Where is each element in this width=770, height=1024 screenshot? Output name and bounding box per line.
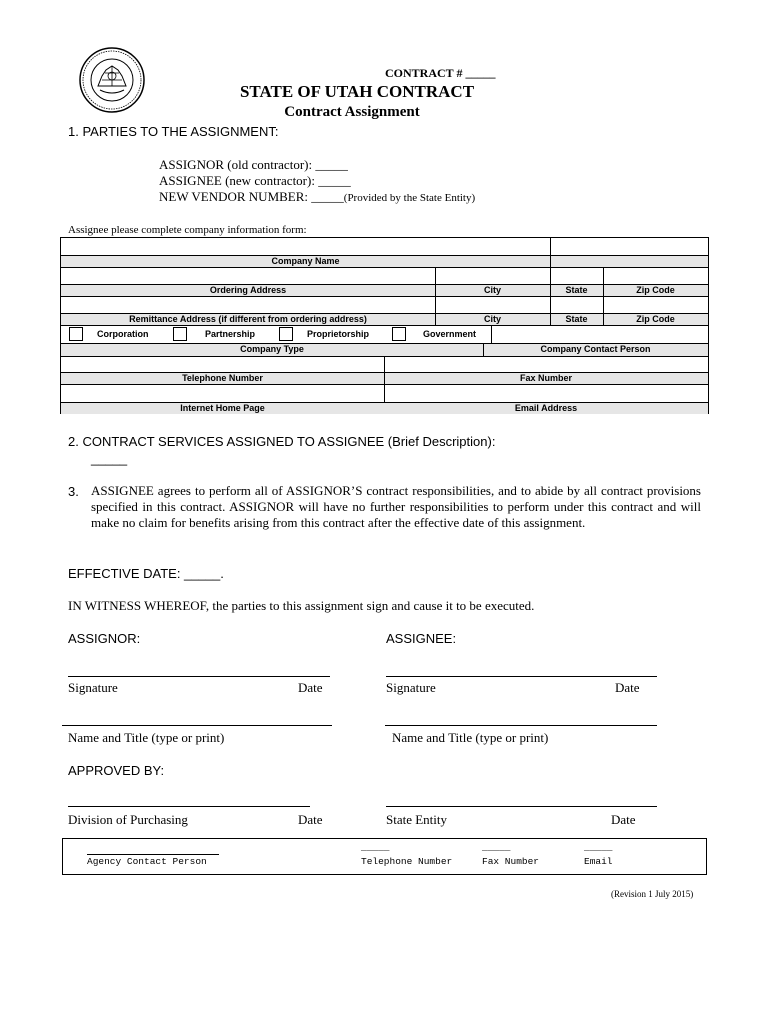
telephone-blank: _____ (361, 842, 390, 853)
agency-contact-line[interactable] (87, 854, 219, 855)
date-label: Date (298, 680, 323, 695)
contract-number: CONTRACT # _____ (385, 66, 496, 80)
document-subtitle: Contract Assignment (284, 104, 420, 120)
state-entity-signature-line[interactable] (386, 806, 657, 807)
section2-heading: 2. CONTRACT SERVICES ASSIGNED TO ASSIGNEE (Brief Description): (68, 434, 496, 449)
assignor-label: ASSIGNOR: (68, 631, 141, 646)
email-label: Email Address (514, 403, 578, 413)
state-label-2: State (565, 314, 588, 324)
assignee-line: ASSIGNEE (new contractor): _____ (159, 173, 351, 188)
vendor-number-note: (Provided by the State Entity) (343, 192, 476, 204)
zip-label: Zip Code (636, 285, 675, 295)
signature-label: Signature (68, 680, 118, 695)
company-name-label: Company Name (271, 256, 340, 266)
effective-date: EFFECTIVE DATE: _____. (68, 566, 224, 581)
partnership-label: Partnership (205, 329, 256, 339)
ordering-address-label: Ordering Address (209, 285, 287, 295)
vendor-number-line (159, 189, 475, 205)
document-title: STATE OF UTAH CONTRACT (239, 82, 475, 101)
vendor-number-label: NEW VENDOR NUMBER: _____ (159, 189, 344, 204)
date-label-4: Date (611, 812, 636, 827)
assignor-line: ASSIGNOR (old contractor): _____ (159, 157, 348, 172)
agency-fax-label: Fax Number (482, 856, 540, 867)
purchasing-signature-line[interactable] (68, 806, 310, 807)
signature-label-2: Signature (386, 680, 436, 695)
approved-by-label: APPROVED BY: (68, 763, 165, 778)
agency-contact-box (62, 838, 707, 875)
assignee-name-line[interactable] (385, 725, 657, 726)
city-label: City (483, 285, 501, 295)
city-label-2: City (483, 314, 501, 324)
division-label: Division of Purchasing (68, 812, 188, 827)
name-title-label-2: Name and Title (type or print) (392, 730, 549, 745)
assignor-signature-line[interactable] (68, 676, 330, 677)
company-type-label: Company Type (240, 344, 304, 354)
agency-contact-label: Agency Contact Person (87, 856, 207, 867)
zip-label-2: Zip Code (636, 314, 675, 324)
agency-telephone-label: Telephone Number (361, 856, 453, 867)
date-label-2: Date (615, 680, 640, 695)
company-info-table (60, 237, 709, 414)
section3-number: 3. (68, 484, 79, 499)
agency-email-label: Email (584, 856, 613, 867)
telephone-label: Telephone Number (182, 373, 263, 383)
assignee-signature-line[interactable] (386, 676, 657, 677)
partnership-checkbox[interactable] (173, 327, 187, 341)
contact-person-label: Company Contact Person (540, 344, 651, 354)
section3-text: ASSIGNEE agrees to perform all of ASSIGNOR’S contract responsibilities, and to abide by all contract provisions specified in this contract. ASSIGNOR will have no further responsibilities to perform under this contract and will make no claim for benefits arising from this contract after the effective date of this assignment. (91, 483, 701, 530)
proprietorship-checkbox[interactable] (279, 327, 293, 341)
fax-label: Fax Number (519, 373, 572, 383)
state-entity-label: State Entity (386, 812, 448, 827)
government-label: Government (423, 329, 477, 339)
form-intro: Assignee please complete company information form: (68, 224, 307, 236)
corporation-label: Corporation (97, 329, 149, 339)
assignor-name-line[interactable] (62, 725, 332, 726)
state-label: State (565, 285, 588, 295)
homepage-label: Internet Home Page (180, 403, 265, 413)
corporation-checkbox[interactable] (69, 327, 83, 341)
section1-heading: 1. PARTIES TO THE ASSIGNMENT: (68, 124, 279, 139)
date-label-3: Date (298, 812, 323, 827)
name-title-label: Name and Title (type or print) (68, 730, 225, 745)
witness-statement: IN WITNESS WHEREOF, the parties to this assignment sign and cause it to be executed. (68, 598, 535, 613)
remittance-address-label: Remittance Address (if different from ordering address) (129, 314, 367, 324)
government-checkbox[interactable] (392, 327, 406, 341)
section2-blank: _____ (91, 451, 128, 466)
revision-note: (Revision 1 July 2015) (611, 889, 694, 899)
fax-blank: _____ (482, 842, 511, 853)
email-blank: _____ (584, 842, 613, 853)
proprietorship-label: Proprietorship (307, 329, 370, 339)
assignee-label: ASSIGNEE: (386, 631, 457, 646)
